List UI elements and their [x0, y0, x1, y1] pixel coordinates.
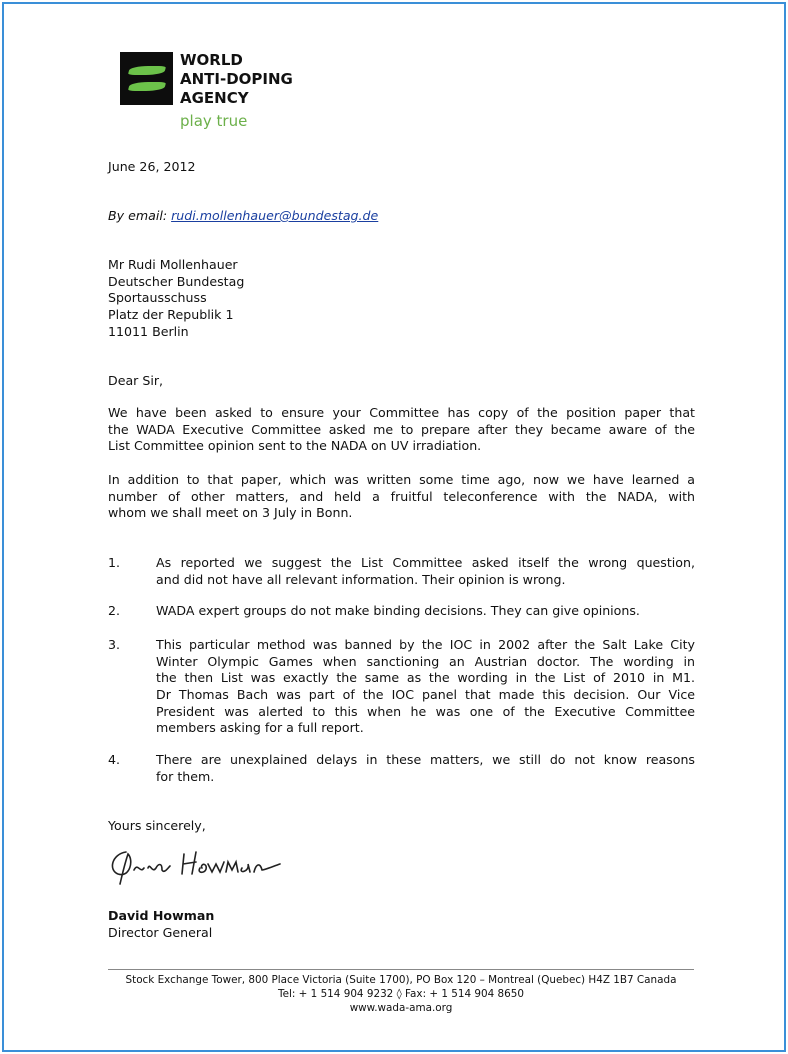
address-line: Sportausschuss [108, 290, 207, 306]
text-line: There are unexplained delays in these matters, we still do not know reasons [156, 752, 695, 767]
text-line: This particular method was banned by the IOC in 2002 after the Salt Lake City [156, 637, 695, 652]
list-item-text [156, 752, 695, 785]
address-line: Deutscher Bundestag [108, 273, 245, 289]
address-line: Mr Rudi Mollenhauer [108, 257, 238, 272]
list-item-text [156, 555, 695, 588]
text-line: number of other matters, and held a fruitful teleconference with the NADA, with [108, 488, 695, 504]
footer-address: Stock Exchange Tower, 800 Place Victoria (Suite 1700), PO Box 120 – Montreal (Quebec) H4Z 1B7 Canada [125, 974, 677, 986]
paragraph [108, 472, 695, 522]
footer-website[interactable]: www.wada-ama.org [349, 1002, 453, 1014]
signer-title: Director General [108, 925, 213, 940]
address-line: 11011 Berlin [108, 323, 189, 339]
text-line: In addition to that paper, which was written some time ago, now we have learned a [108, 472, 695, 487]
salutation: Dear Sir, [108, 373, 164, 388]
logo-line: WORLD [180, 51, 243, 69]
text-line: Winter Olympic Games when sanctioning an Austrian doctor. The wording in [156, 653, 695, 669]
signer-name: David Howman [108, 908, 215, 923]
logo-line: ANTI-DOPING [180, 70, 293, 88]
text-line: We have been asked to ensure your Committee has copy of the position paper that [108, 405, 695, 420]
list-number: 1. [108, 555, 121, 570]
footer-divider [108, 969, 694, 970]
text-line: the WADA Executive Committee asked me to prepare after they became aware of the [108, 421, 695, 437]
text-line: for them. [156, 768, 215, 784]
list-number: 2. [108, 603, 121, 618]
logo-tagline: play true [180, 112, 248, 130]
closing: Yours sincerely, [108, 818, 206, 833]
list-number: 3. [108, 637, 121, 652]
letter-date: June 26, 2012 [108, 159, 196, 174]
text-line: Dr Thomas Bach was part of the IOC panel that made this decision. Our Vice [156, 687, 695, 703]
text-line: the then List was exactly the same as the wording in the List of 2010 in M1. [156, 670, 695, 686]
email-line [108, 208, 378, 225]
email-link[interactable]: rudi.mollenhauer@bundestag.de [171, 208, 379, 223]
signature-icon [104, 840, 294, 890]
text-line: whom we shall meet on 3 July in Bonn. [108, 505, 353, 521]
paragraph [108, 405, 695, 455]
text-line: members asking for a full report. [156, 720, 364, 736]
wada-logo-icon [120, 52, 173, 105]
recipient-address [108, 257, 244, 340]
text-line: WADA expert groups do not make binding decisions. They can give opinions. [156, 603, 640, 618]
email-prefix: By email: [108, 208, 172, 223]
list-item-text [156, 637, 695, 737]
text-line: President was alerted to this when he was one of the Executive Committee [156, 703, 695, 719]
list-number: 4. [108, 752, 121, 767]
logo-line: AGENCY [180, 89, 249, 107]
text-line: List Committee opinion sent to the NADA on UV irradiation. [108, 438, 482, 454]
footer-phone: Tel: + 1 514 904 9232 ◊ Fax: + 1 514 904 8650 [277, 988, 525, 1000]
text-line: and did not have all relevant information. Their opinion is wrong. [156, 571, 566, 587]
logo-text [180, 51, 293, 108]
list-item-text [156, 603, 695, 620]
text-line: As reported we suggest the List Committee asked itself the wrong question, [156, 555, 695, 570]
address-line: Platz der Republik 1 [108, 307, 234, 323]
